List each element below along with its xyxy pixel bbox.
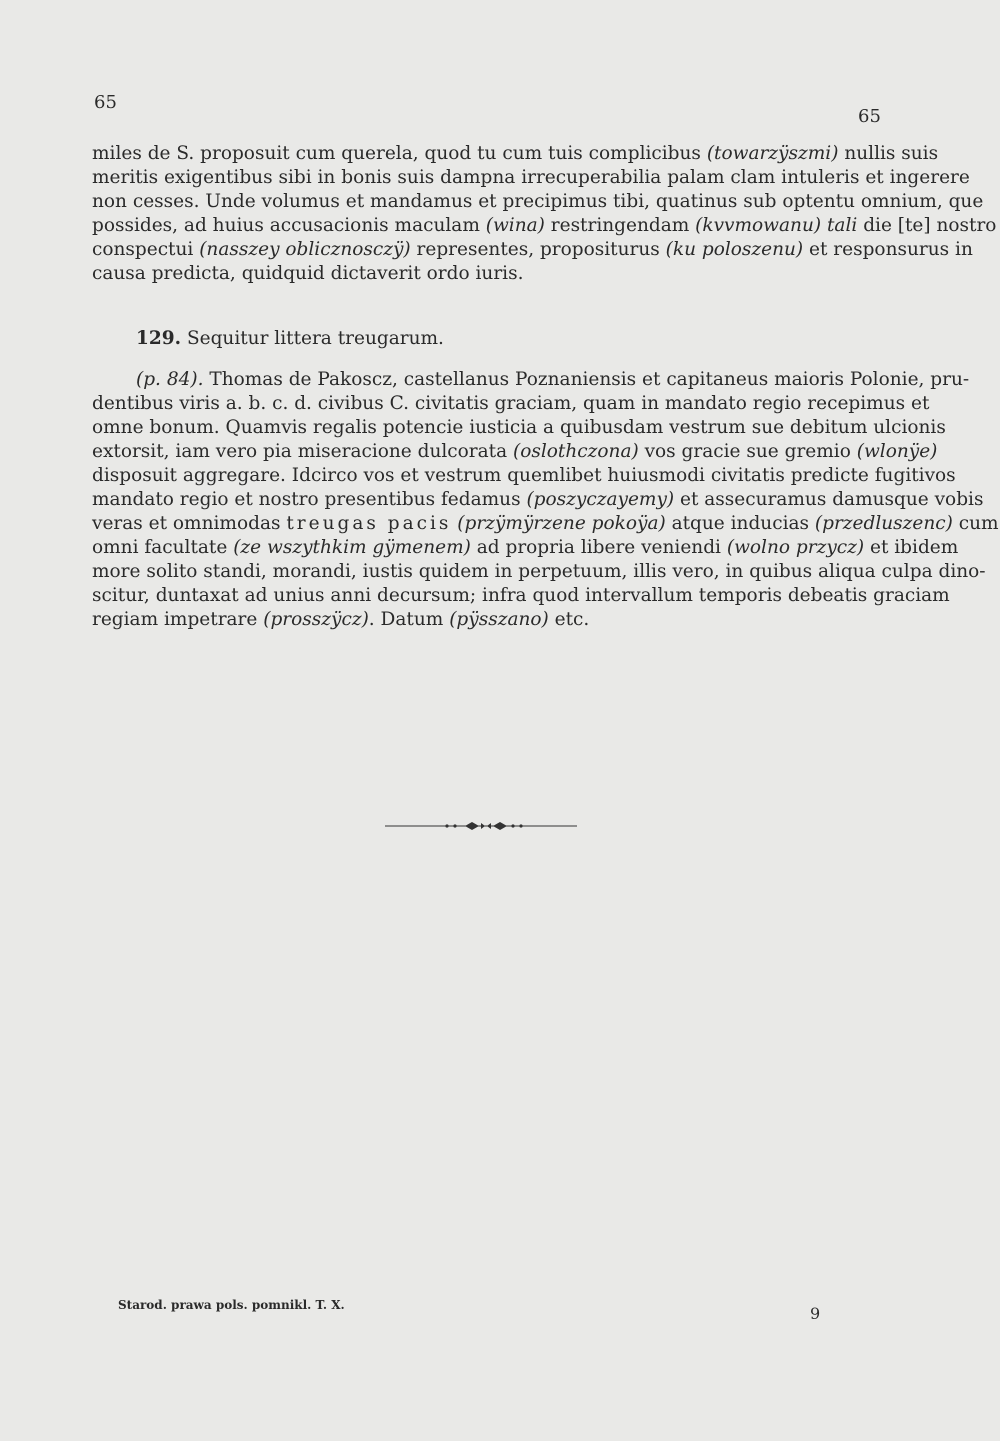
section-number: 129. [136,328,182,349]
text-line: causa predicta, quidquid dictaverit ordo iuris. [92,263,524,284]
polish-gloss: (nasszey oblicznosczÿ) [199,239,411,260]
footer-source: Starod. prawa pols. pomnikl. T. X. [118,1298,345,1312]
text-line: non cesses. Unde volumus et mandamus et precipimus tibi, quatinus sub optentu omnium, que [92,191,984,212]
text-line: dentibus viris a. b. c. d. civibus C. civitatis graciam, quam in mandato regio recepimus et [92,393,930,414]
text-line: extorsit, iam vero pia miseracione dulcorata (oslothczona) vos gracie sue gremio (wlonÿe) [92,441,938,462]
polish-gloss: (wolno przycz) [726,537,865,558]
text-line: mandato regio et nostro presentibus fedamus (poszyczayemy) et assecuramus damusque vobis [92,489,984,510]
text-line: miles de S. proposuit cum querela, quod tu cum tuis complicibus (towarzÿszmi) nullis suis [92,143,939,164]
page-number-right: 65 [858,106,881,127]
text-line: more solito standi, morandi, iustis quidem in perpetuum, illis vero, in quibus aliqua culpa dino- [92,561,986,582]
polish-gloss: (pÿsszano) [449,609,549,630]
text-line: conspectui (nasszey oblicznosczÿ) representes, propositurus (ku poloszenu) et responsurus in [92,239,973,260]
polish-gloss: (ze wszythkim gÿmenem) [233,537,471,558]
paragraph-writ [92,142,997,286]
text-line: regiam impetrare (prosszÿcz). Datum (pÿsszano) etc. [92,609,590,630]
signature-mark: 9 [810,1304,821,1323]
text-line: scitur, duntaxat ad unius anni decursum; infra quod intervallum temporis debeatis graciam [92,585,950,606]
polish-gloss: (kvvmowanu) [695,215,822,236]
polish-gloss: (przedluszenc) [814,513,953,534]
paragraph-letter [92,368,999,632]
text-line: veras et omnimodas treugas pacis (przÿmÿrzene pokoÿa) atque inducias (przedluszenc) cum [92,513,999,534]
polish-gloss: (wlonÿe) [856,441,938,462]
section-divider-ornament [385,818,577,834]
polish-gloss: (poszyczayemy) [526,489,675,510]
polish-gloss: (ku poloszenu) [665,239,804,260]
spaced-phrase: treugas pacis [286,513,452,534]
text-line: meritis exigentibus sibi in bonis suis dampna irrecuperabilia palam clam intuleris et ingerere [92,167,970,188]
text-line: disposuit aggregare. Idcirco vos et vestrum quemlibet huiusmodi civitatis predicte fugitivos [92,465,956,486]
section-title: Sequitur littera treugarum. [181,328,444,349]
polish-gloss: (przÿmÿrzene pokoÿa) [457,513,666,534]
text-line: possides, ad huius accusacionis maculam (wina) restringendam (kvvmowanu) tali die [te] nostro [92,215,997,236]
polish-gloss: (wina) [485,215,545,236]
polish-gloss: (towarzÿszmi) [706,143,839,164]
polish-gloss: (oslothczona) [513,441,639,462]
text-line: omne bonum. Quamvis regalis potencie iusticia a quibusdam vestrum sue debitum ulcionis [92,417,946,438]
text-line: (p. 84). Thomas de Pakoscz, castellanus Poznaniensis et capitaneus maioris Polonie, pru- [136,369,970,390]
page-reference: (p. 84). [136,369,204,390]
page-number-left: 65 [94,92,117,113]
section-heading [136,328,444,349]
polish-gloss: (prosszÿcz) [263,609,369,630]
text-line: omni facultate (ze wszythkim gÿmenem) ad propria libere veniendi (wolno przycz) et ibidem [92,537,959,558]
